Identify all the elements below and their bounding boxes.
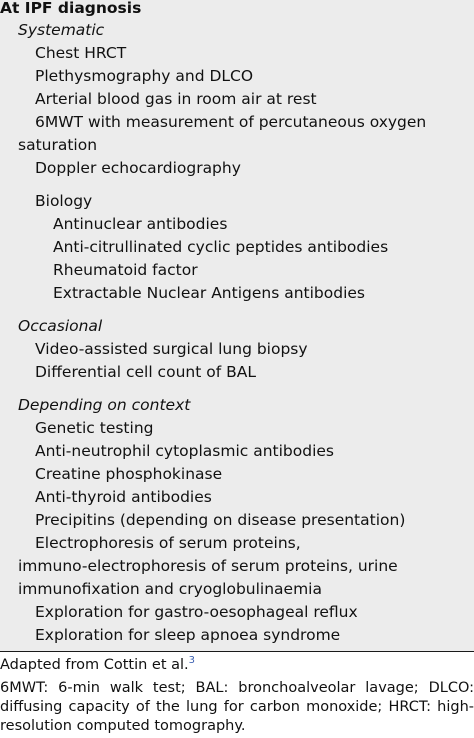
item-biopsy: Video-assisted surgical lung biopsy — [35, 340, 308, 358]
item-plethysmography: Plethysmography and DLCO — [35, 67, 254, 85]
item-extractable: Extractable Nuclear Antigens antibodies — [53, 284, 365, 302]
item-bal-count: Differential cell count of BAL — [35, 363, 256, 381]
footnote-abbreviations-line-3: resolution computed tomography. — [0, 718, 246, 734]
item-chest-hrct: Chest HRCT — [35, 44, 127, 62]
item-biology: Biology — [35, 192, 93, 210]
item-electrophoresis-continued-2: immunofixation and cryoglobulinaemia — [18, 580, 322, 598]
item-blood-gas: Arterial blood gas in room air at rest — [35, 90, 317, 108]
item-gastro: Exploration for gastro-oesophageal reflux — [35, 603, 358, 621]
item-cpk: Creatine phosphokinase — [35, 465, 223, 483]
item-6mwt: 6MWT with measurement of percutaneous oxygen — [35, 113, 427, 131]
reference-link[interactable]: 3 — [188, 655, 196, 667]
item-precipitins: Precipitins (depending on disease presentation) — [35, 511, 406, 529]
item-anti-citrullinated: Anti-citrullinated cyclic peptides antibodies — [53, 238, 389, 256]
item-anti-thyroid: Anti-thyroid antibodies — [35, 488, 212, 506]
table-heading: At IPF diagnosis — [0, 0, 142, 17]
item-sleep: Exploration for sleep apnoea syndrome — [35, 626, 341, 644]
item-rheumatoid: Rheumatoid factor — [53, 261, 198, 279]
section-depending-on-context: Depending on context — [18, 396, 191, 414]
item-antinuclear: Antinuclear antibodies — [53, 215, 228, 233]
section-occasional: Occasional — [18, 317, 103, 335]
item-electrophoresis: Electrophoresis of serum proteins, — [35, 534, 301, 552]
footnote-abbreviations-line-1: 6MWT: 6-min walk test; BAL: bronchoalveolar lavage; DLCO: — [0, 680, 474, 696]
section-systematic: Systematic — [18, 21, 105, 39]
item-genetic: Genetic testing — [35, 419, 154, 437]
item-6mwt-continued: saturation — [18, 136, 98, 154]
item-electrophoresis-continued: immuno-electrophoresis of serum proteins, urine — [18, 557, 398, 575]
footnote-adapted — [0, 656, 474, 675]
footnote-adapted-text: Adapted from Cottin et al. — [0, 657, 189, 673]
footnote-abbreviations-line-2: diffusing capacity of the lung for carbon monoxide; HRCT: high- — [0, 699, 474, 715]
item-doppler: Doppler echocardiography — [35, 159, 241, 177]
item-anca: Anti-neutrophil cytoplasmic antibodies — [35, 442, 334, 460]
